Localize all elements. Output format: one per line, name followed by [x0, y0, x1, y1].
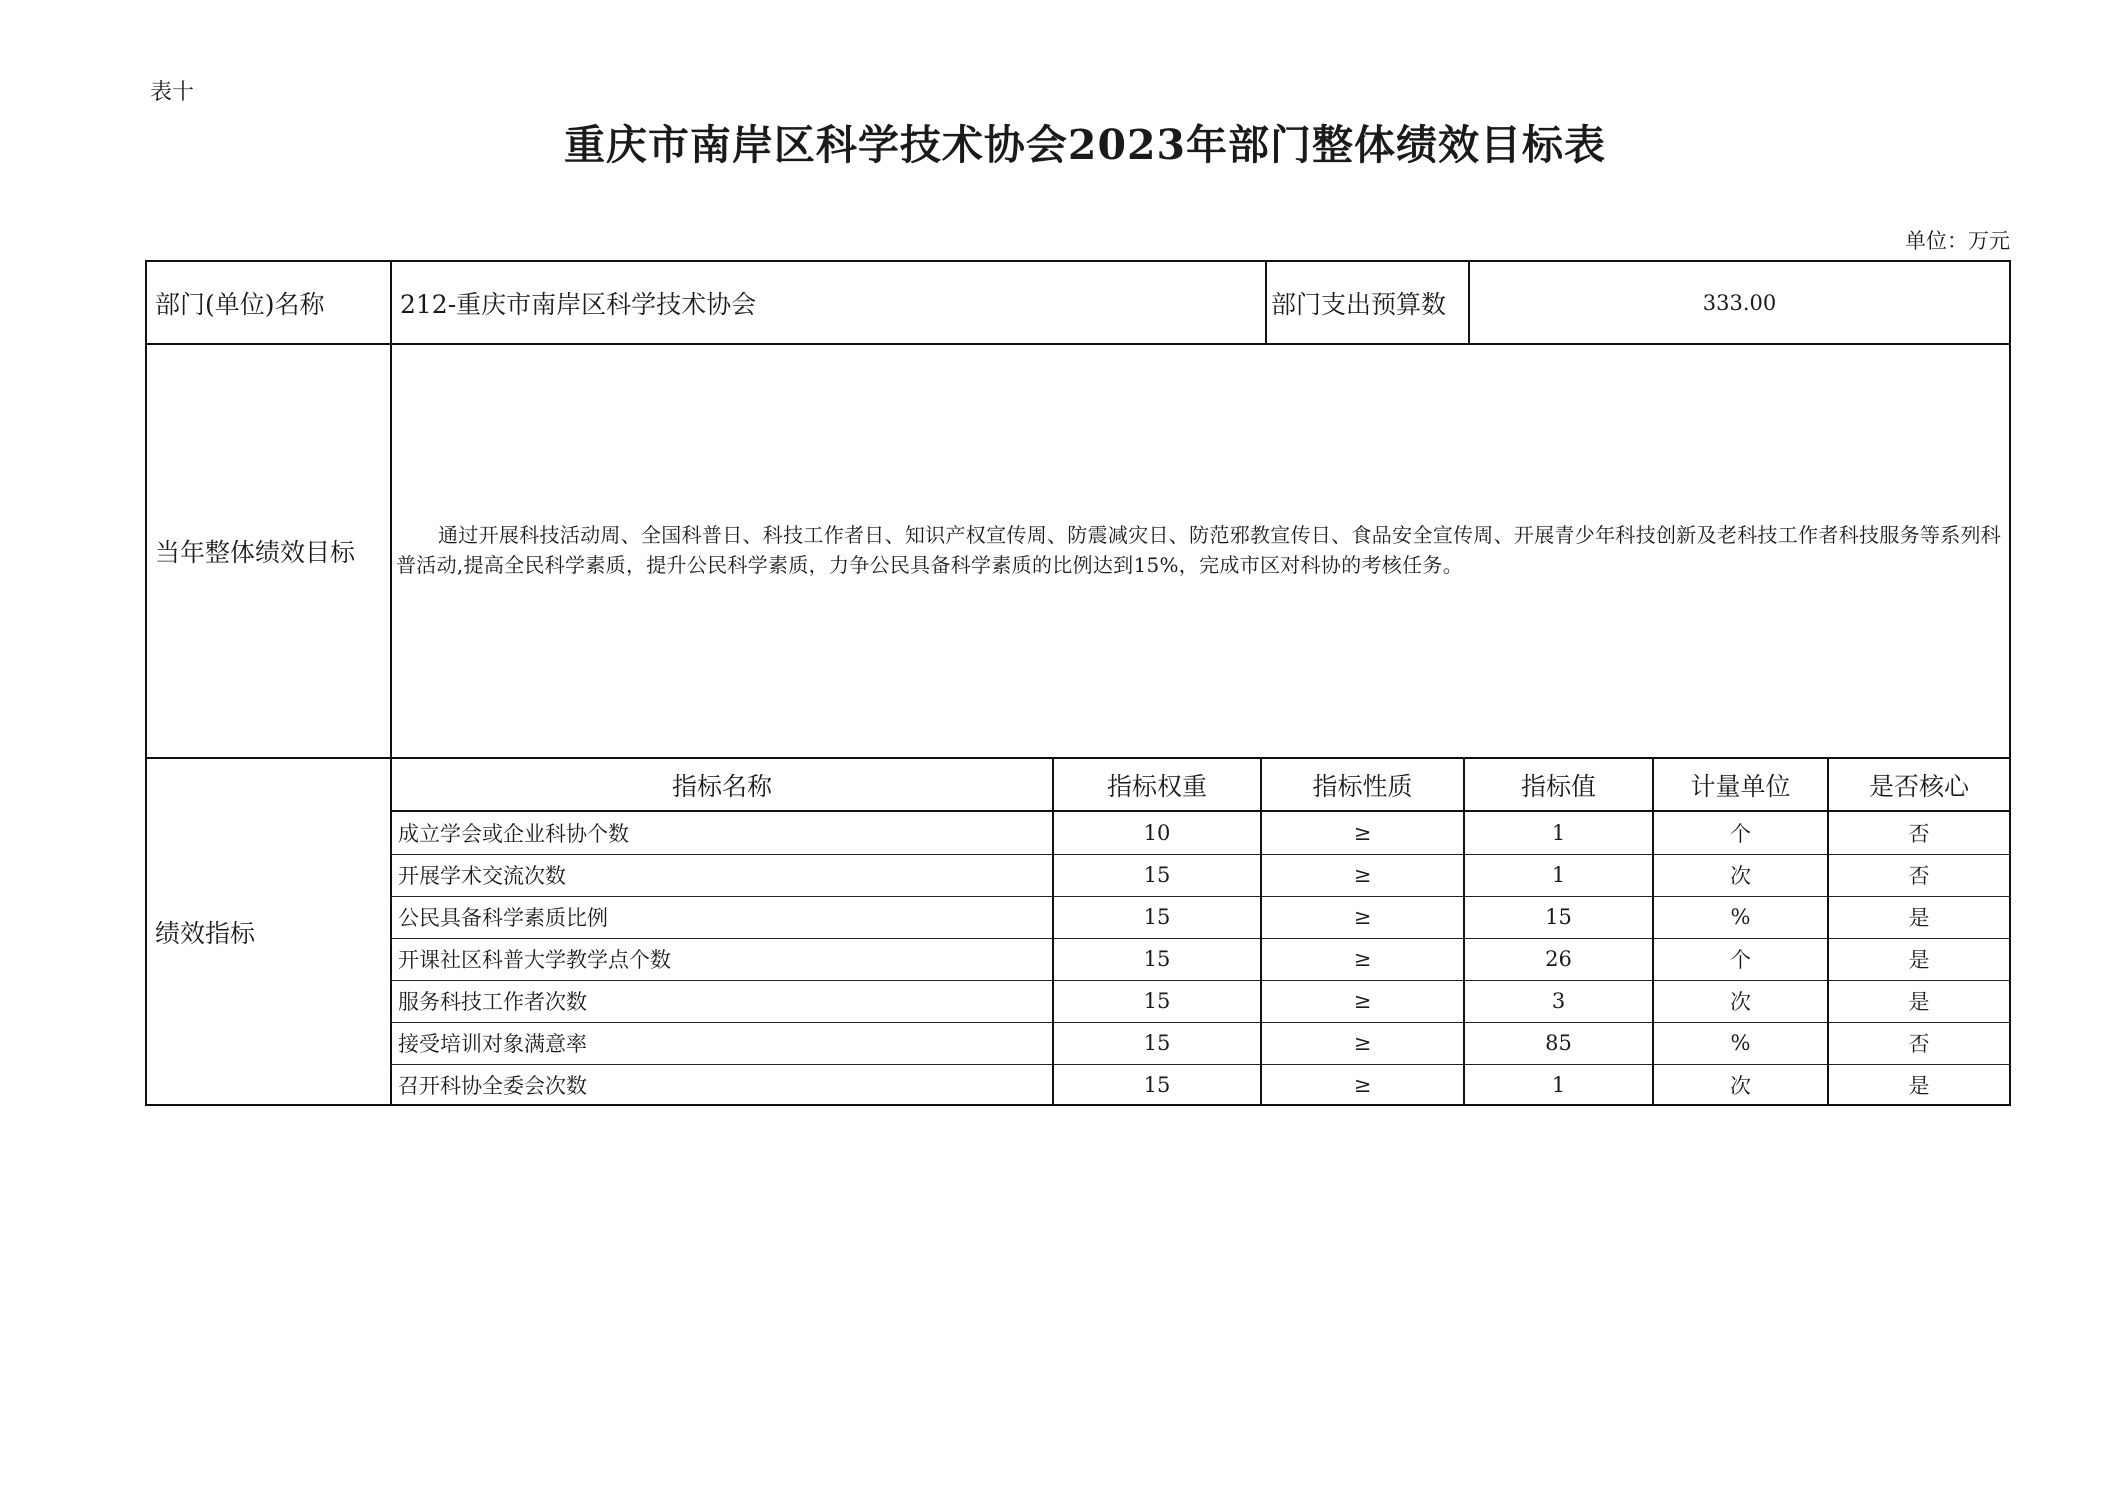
indicator-nature: ≥ — [1353, 905, 1372, 929]
indicator-is-core: 是 — [1908, 906, 1930, 930]
indicator-weight: 15 — [1143, 1031, 1171, 1055]
header-is-core: 是否核心 — [1868, 771, 1969, 801]
dept-name-value: 212-重庆市南岸区科学技术协会 — [400, 289, 757, 319]
header-indicator-name: 指标名称 — [671, 771, 772, 801]
indicator-weight: 15 — [1143, 947, 1171, 971]
indicator-name: 成立学会或企业科协个数 — [398, 822, 629, 846]
indicator-nature: ≥ — [1353, 989, 1372, 1013]
page-title: 重庆市南岸区科学技术协会2023年部门整体绩效目标表 — [563, 121, 1607, 169]
indicator-unit: 个 — [1730, 948, 1751, 972]
goal-label: 当年整体绩效目标 — [155, 538, 356, 567]
divider — [145, 343, 2011, 345]
indicator-value: 1 — [1551, 821, 1566, 845]
indicator-unit: 次 — [1730, 1074, 1751, 1098]
header-indicator-nature: 指标性质 — [1312, 771, 1413, 801]
indicator-weight: 15 — [1143, 905, 1171, 929]
indicator-weight: 10 — [1143, 821, 1171, 845]
indicator-name: 召开科协全委会次数 — [398, 1074, 587, 1098]
indicator-value: 3 — [1551, 989, 1566, 1013]
indicator-name: 接受培训对象满意率 — [398, 1032, 587, 1056]
indicator-name: 开展学术交流次数 — [398, 864, 566, 888]
indicator-weight: 15 — [1143, 1073, 1171, 1097]
indicator-unit: % — [1730, 905, 1751, 929]
indicator-value: 26 — [1545, 947, 1572, 971]
header-indicator-weight: 指标权重 — [1106, 771, 1207, 801]
budget-value: 333.00 — [1702, 290, 1777, 315]
dept-name-label: 部门(单位)名称 — [155, 289, 325, 319]
page-label: 表十 — [150, 80, 195, 105]
budget-label: 部门支出预算数 — [1271, 289, 1447, 319]
indicator-is-core: 是 — [1908, 948, 1930, 972]
indicator-is-core: 否 — [1908, 822, 1930, 846]
indicator-is-core: 否 — [1908, 1032, 1930, 1056]
indicator-nature: ≥ — [1353, 1031, 1372, 1055]
indicator-unit: 个 — [1730, 822, 1751, 846]
unit-note: 单位：万元 — [1905, 229, 2010, 253]
indicator-name: 开课社区科普大学教学点个数 — [398, 948, 671, 972]
indicator-value: 15 — [1545, 905, 1572, 929]
indicator-unit: 次 — [1730, 864, 1751, 888]
indicator-value: 85 — [1545, 1031, 1572, 1055]
indicator-weight: 15 — [1143, 989, 1171, 1013]
indicator-nature: ≥ — [1353, 821, 1372, 845]
indicator-unit: 次 — [1730, 990, 1751, 1014]
indicator-name: 公民具备科学素质比例 — [398, 906, 608, 930]
indicator-nature: ≥ — [1353, 1073, 1372, 1097]
indicator-weight: 15 — [1143, 863, 1171, 887]
indicator-value: 1 — [1551, 863, 1566, 887]
header-unit: 计量单位 — [1690, 771, 1791, 801]
indicator-is-core: 是 — [1908, 990, 1930, 1014]
indicator-nature: ≥ — [1353, 947, 1372, 971]
header-indicator-value: 指标值 — [1520, 771, 1596, 801]
indicators-label: 绩效指标 — [155, 918, 256, 948]
indicator-nature: ≥ — [1353, 863, 1372, 887]
indicator-is-core: 否 — [1908, 864, 1930, 888]
indicator-name: 服务科技工作者次数 — [398, 990, 587, 1014]
indicator-value: 1 — [1551, 1073, 1566, 1097]
indicator-unit: % — [1730, 1031, 1751, 1055]
goal-text: 通过开展科技活动周、全国科普日、科技工作者日、知识产权宣传周、防震减灾日、防范邪教宣传日、食品安全宣传周、开展青少年科技创新及老科技工作者科技服务等系列科普活动,提高全民科学素质，提升公民科学素质，力争公民具备科学素质的比例达到15%，完成市区对科协的考核任务。 — [396, 523, 2002, 577]
indicator-is-core: 是 — [1908, 1074, 1930, 1098]
